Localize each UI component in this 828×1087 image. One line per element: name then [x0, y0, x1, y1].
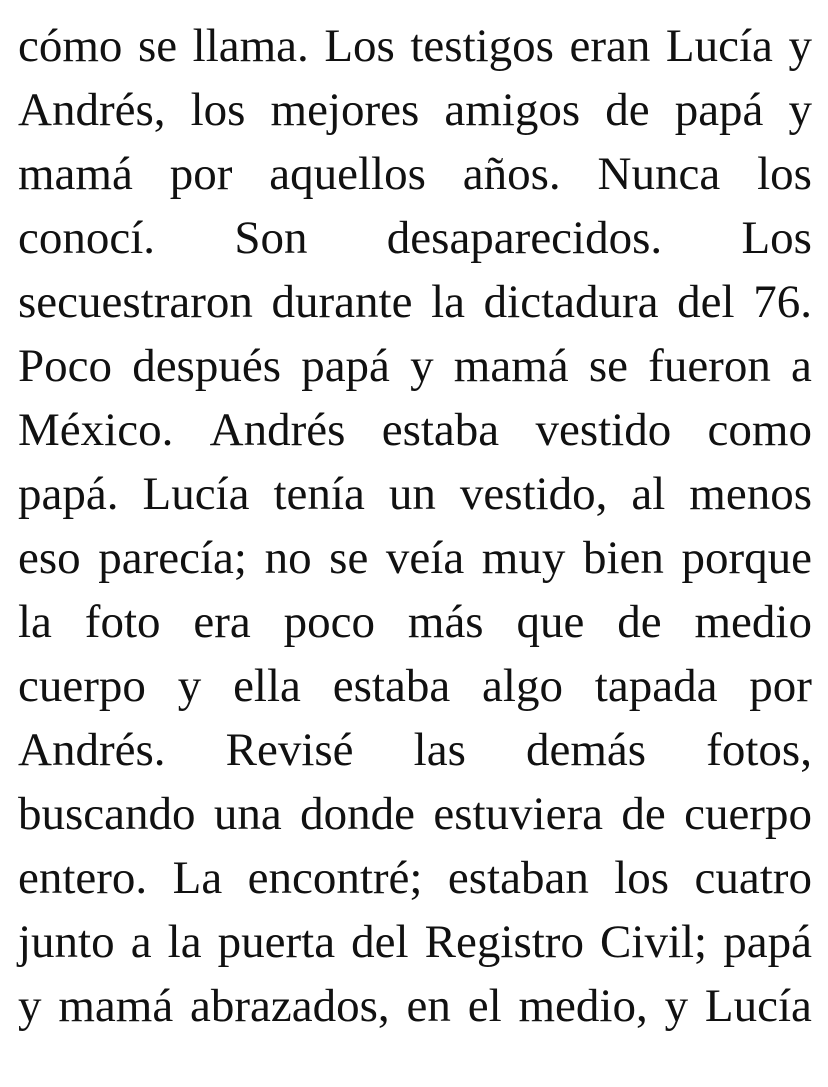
- word: durante: [271, 276, 413, 328]
- word: de: [605, 84, 650, 136]
- word: donde: [300, 788, 415, 840]
- word: demás: [526, 724, 647, 776]
- word: secuestraron: [18, 276, 253, 328]
- word: era: [193, 596, 251, 648]
- word: papá: [301, 340, 390, 392]
- text-line: [18, 398, 812, 462]
- word: estaban: [447, 852, 589, 904]
- word: junto: [18, 916, 115, 968]
- word: se: [137, 20, 178, 72]
- text-line: [18, 270, 812, 334]
- word: en: [406, 980, 451, 1032]
- word: cuatro: [694, 852, 812, 904]
- word: medio,: [518, 980, 648, 1032]
- word: medio: [694, 596, 812, 648]
- word: una: [213, 788, 282, 840]
- word: del: [677, 276, 735, 328]
- word: dictadura: [483, 276, 659, 328]
- word: mejores: [270, 84, 420, 136]
- word: Andrés: [209, 404, 346, 456]
- word: por: [169, 148, 233, 200]
- word: las: [413, 724, 466, 776]
- word: al: [631, 468, 666, 520]
- word: Andrés,: [18, 84, 166, 136]
- word: y: [18, 980, 42, 1032]
- word: estuviera: [433, 788, 603, 840]
- word: Civil;: [600, 916, 708, 968]
- word: muy: [481, 532, 566, 584]
- word: mamá: [18, 148, 133, 200]
- word: la: [167, 916, 202, 968]
- word: ella: [233, 660, 301, 712]
- word: cómo: [18, 20, 123, 72]
- word: fueron: [648, 340, 771, 392]
- word: aquellos: [269, 148, 426, 200]
- text-line: [18, 590, 812, 654]
- word: fotos,: [706, 724, 812, 776]
- word: menos: [689, 468, 812, 520]
- word: amigos: [444, 84, 581, 136]
- text-line: [18, 334, 812, 398]
- word: poco: [283, 596, 376, 648]
- text-line: [18, 78, 812, 142]
- word: y: [788, 84, 812, 136]
- word: llama.: [192, 20, 309, 72]
- word: un: [388, 468, 436, 520]
- word: papá: [674, 84, 764, 136]
- word: Revisé: [225, 724, 354, 776]
- word: a: [791, 340, 812, 392]
- word: Registro: [424, 916, 584, 968]
- word: los: [614, 852, 670, 904]
- text-line: [18, 462, 812, 526]
- word: años.: [462, 148, 561, 200]
- word: de: [617, 596, 662, 648]
- word: desaparecidos.: [386, 212, 663, 264]
- word: y: [410, 340, 434, 392]
- document-page: [18, 14, 812, 1038]
- word: bien: [582, 532, 664, 584]
- word: el: [467, 980, 502, 1032]
- word: mamá: [58, 980, 174, 1032]
- word: como: [707, 404, 812, 456]
- text-line: [18, 910, 812, 974]
- word: Lucía: [142, 468, 250, 520]
- text-line: [18, 846, 812, 910]
- word: Son: [234, 212, 308, 264]
- word: y: [788, 20, 812, 72]
- word: del: [351, 916, 409, 968]
- text-line: [18, 782, 812, 846]
- word: Lucía: [665, 20, 773, 72]
- word: parecía;: [98, 532, 247, 584]
- word: papá: [723, 916, 812, 968]
- word: tapada: [594, 660, 718, 712]
- word: después: [132, 340, 281, 392]
- word: se: [588, 340, 628, 392]
- word: encontré;: [247, 852, 423, 904]
- text-line: [18, 974, 812, 1038]
- word: entero.: [18, 852, 148, 904]
- text-line: [18, 718, 812, 782]
- word: buscando: [18, 788, 196, 840]
- word: eran: [569, 20, 651, 72]
- word: y: [664, 980, 689, 1032]
- word: porque: [681, 532, 812, 584]
- word: de: [621, 788, 666, 840]
- word: La: [172, 852, 223, 904]
- word: por: [749, 660, 812, 712]
- word: los: [190, 84, 246, 136]
- word: tenía: [273, 468, 365, 520]
- word: puerta: [217, 916, 336, 968]
- word: a: [130, 916, 152, 968]
- word: y: [177, 660, 202, 712]
- text-line: [18, 654, 812, 718]
- word: se: [329, 532, 369, 584]
- word: cuerpo: [684, 788, 812, 840]
- word: vestido,: [459, 468, 608, 520]
- word: eso: [18, 532, 81, 584]
- word: Poco: [18, 340, 112, 392]
- word: Los: [741, 212, 812, 264]
- word: 76.: [753, 276, 812, 328]
- word: no: [264, 532, 312, 584]
- word: mamá: [453, 340, 569, 392]
- word: Los: [324, 20, 395, 72]
- text-line: [18, 14, 812, 78]
- word: Lucía: [704, 980, 812, 1032]
- word: la: [431, 276, 466, 328]
- word: vestido: [535, 404, 672, 456]
- word: conocí.: [18, 212, 156, 264]
- word: los: [757, 148, 812, 200]
- word: México.: [18, 404, 174, 456]
- word: estaba: [332, 660, 451, 712]
- word: la: [18, 596, 52, 648]
- word: Andrés.: [18, 724, 166, 776]
- word: más: [407, 596, 484, 648]
- word: foto: [84, 596, 161, 648]
- text-line: [18, 142, 812, 206]
- word: estaba: [381, 404, 500, 456]
- word: Nunca: [597, 148, 721, 200]
- text-line: [18, 526, 812, 590]
- word: veía: [385, 532, 465, 584]
- word: papá.: [18, 468, 119, 520]
- word: testigos: [410, 20, 554, 72]
- word: abrazados,: [190, 980, 390, 1032]
- text-line: [18, 206, 812, 270]
- word: algo: [482, 660, 563, 712]
- word: cuerpo: [18, 660, 146, 712]
- word: que: [516, 596, 585, 648]
